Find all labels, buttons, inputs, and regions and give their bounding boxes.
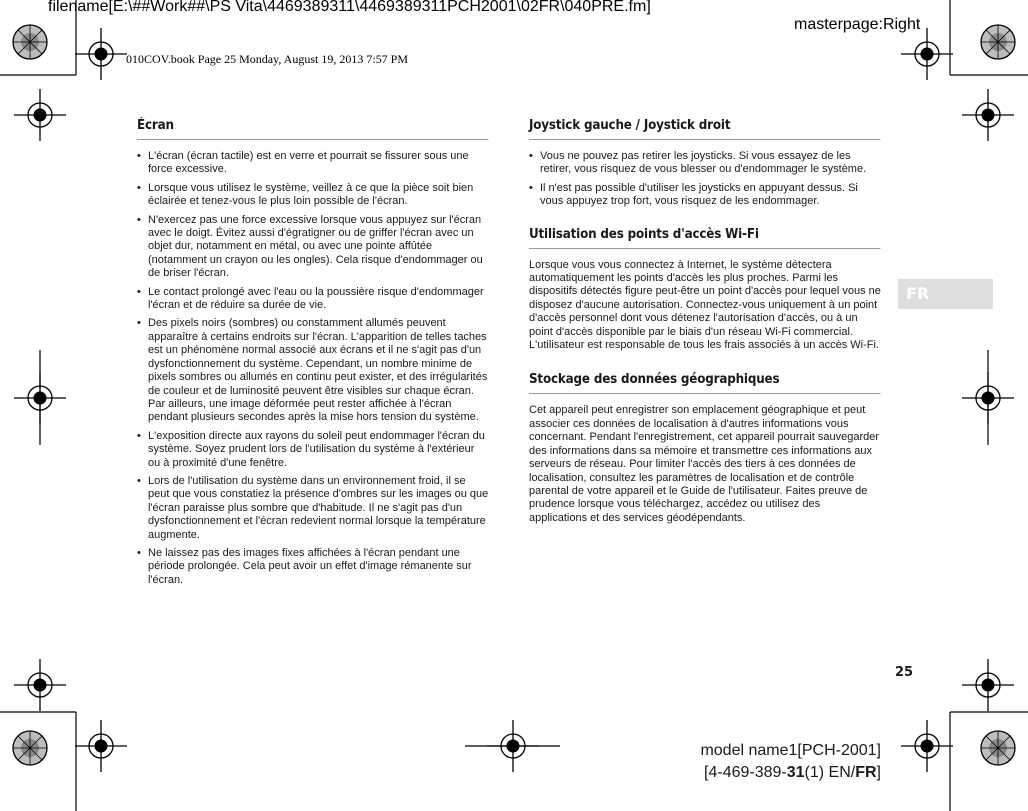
right-column — [529, 118, 881, 545]
geodata-paragraph: Cet appareil peut enregistrer son emplacement géographique et peut associer ces données de localisation à d'autres informations vous concernant. Pendant l'enregistrement, cet appareil pourrait sauvegarder des informations dans sa mémoire et transmettre ces informations aux serveurs de réseau. Pour limiter l'accès des tiers à ces données de localisation, consultez les paramètres de localisation et de contrôle parental de votre appareil et le Guide de l'utilisateur. Faites preuve de prudence lorsque vous téléchargez, accédez ou utilisez des applications et des services géodépendants. — [529, 404, 880, 524]
code-prefix: [4-469-389- — [704, 764, 787, 781]
code-mid: (1) EN/ — [804, 764, 856, 781]
screen-bullet-list — [137, 150, 489, 587]
section-title-wifi: Utilisation des points d'accès Wi-Fi — [529, 227, 880, 249]
bullet-item: • N'exercez pas une force excessive lorsque vous appuyez sur l'écran avec le doigt. Évitez aussi d'égratigner ou de griffer l'écran avec un objet dur, notamment en métal, ou avec une pointe affûtée (notamment un crayon ou les ongles). Cela risque d'endommager ou de briser l'écran. — [137, 214, 489, 281]
code-lang: FR — [855, 764, 877, 781]
joystick-bullet-list — [529, 150, 881, 209]
wifi-paragraph: Lorsque vous vous connectez à Internet, le système détectera automatiquement les points d'accès les plus proches. Parmi les dispositifs détectés figure peut-être un point d'accès pour lequel vous ne disposez d'aucune autorisation. Connectez-vous uniquement à un point d'accès personnel dont vous détenez l'autorisation d'accès, ou à un point d'accès disponible par le biais d'un réseau Wi-Fi commercial. L'utilisateur est responsable de tous les frais associés à un accès Wi-Fi. — [529, 258, 881, 352]
color-wheel-mark — [981, 25, 1015, 59]
registration-mark — [901, 28, 953, 80]
bullet-item: • Des pixels noirs (sombres) ou constamment allumés peuvent apparaître à certains endroits sur l'écran. L'apparition de telles taches est un phénomène normal associé aux écrans et il ne s'agit pas d'un dysfonctionnement du système. Cependant, un nombre minime de pixels sombres ou allumés en continu peut exister, et des irrégularités de couleur et de luminosité peuvent être visibles sur chaque écran. Par ailleurs, une image déformée peut rester affichée à l'écran pendant plusieurs secondes après la mise hors tension du système. — [137, 317, 489, 424]
bullet-item: • Il n'est pas possible d'utiliser les joysticks en appuyant dessus. Si vous appuyez trop fort, vous risquez de les endommager. — [529, 182, 881, 209]
bullet-item: • Le contact prolongé avec l'eau ou la poussière risque d'endommager l'écran et de réduire sa durée de vie. — [137, 286, 489, 313]
masterpage-label: masterpage:Right — [794, 16, 921, 33]
section-title-screen: Écran — [137, 118, 488, 140]
left-column — [137, 118, 489, 592]
model-code-line — [704, 764, 881, 782]
bullet-item: • L'écran (écran tactile) est en verre et pourrait se fissurer sous une force excessive. — [137, 150, 489, 177]
registration-mark — [14, 659, 66, 711]
color-wheel-mark — [981, 731, 1015, 765]
registration-mark — [75, 28, 127, 80]
bullet-item: • L'exposition directe aux rayons du soleil peut endommager l'écran du système. Soyez prudent lors de l'utilisation du système à l'extérieur ou à proximité d'une fenêtre. — [137, 430, 489, 470]
registration-mark — [14, 89, 66, 141]
model-name-line: model name1[PCH-2001] — [700, 742, 881, 759]
code-end: ] — [876, 764, 881, 781]
bullet-item: • Vous ne pouvez pas retirer les joysticks. Si vous essayez de les retirer, vous risquez de vous blesser ou d'endommager le système. — [529, 150, 881, 177]
section-title-joystick: Joystick gauche / Joystick droit — [529, 118, 880, 140]
language-tab: FR — [898, 279, 993, 309]
book-info-line: 010COV.book Page 25 Monday, August 19, 2013 7:57 PM — [126, 52, 409, 66]
registration-mark — [962, 89, 1014, 141]
page-number: 25 — [895, 665, 914, 680]
bullet-item: • Lors de l'utilisation du système dans un environnement froid, il se peut que vous constatiez la présence d'ombres sur les images ou que l'écran paraisse plus sombre que d'habitude. Il ne s'agit pas d'un dysfonctionnement et l'écran redevient normal lorsque la température augmente. — [137, 475, 489, 542]
color-wheel-mark — [13, 25, 47, 59]
section-title-geodata: Stockage des données géographiques — [529, 372, 880, 394]
filename-header: filename[E:\##Work##\PS Vita\4469389311\4469389311PCH2001\02FR\040PRE.fm] — [48, 0, 651, 15]
registration-mark — [901, 720, 953, 772]
color-wheel-mark — [13, 731, 47, 765]
code-bold: 31 — [786, 764, 805, 781]
bullet-item: • Ne laissez pas des images fixes affichées à l'écran pendant une période prolongée. Cela peut avoir un effet d'image rémanente sur l'écran. — [137, 547, 489, 587]
registration-mark — [962, 659, 1014, 711]
registration-mark — [75, 720, 127, 772]
bullet-item: • Lorsque vous utilisez le système, veillez à ce que la pièce soit bien éclairée et tenez-vous le plus loin possible de l'écran. — [137, 182, 489, 209]
